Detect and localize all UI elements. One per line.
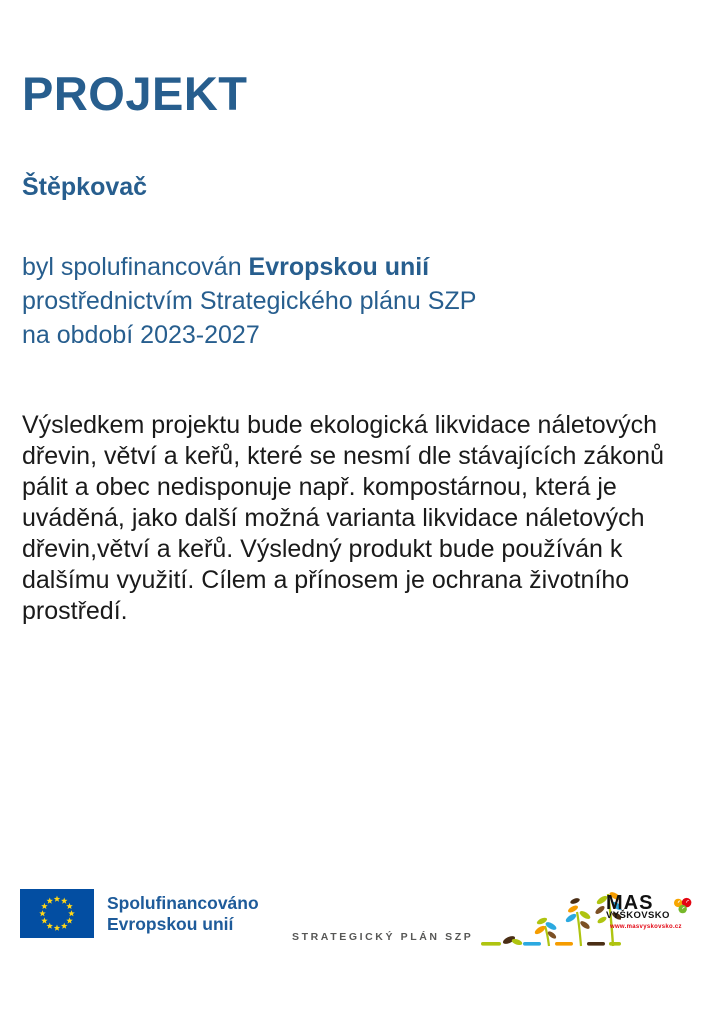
eu-cofunding-logo <box>20 889 259 938</box>
eu-cofunding-line1: Spolufinancováno <box>107 892 259 913</box>
page-title: PROJEKT <box>22 67 248 120</box>
szp-label: STRATEGICKÝ PLÁN SZP <box>292 931 474 943</box>
logo-strip <box>0 880 724 970</box>
funding-text-normal: byl spolufinancován <box>22 253 249 281</box>
mas-circles-icon <box>672 892 692 920</box>
funding-line2: prostřednictvím Strategického plánu SZP <box>22 287 477 315</box>
project-description: Výsledkem projektu bude ekologická likvidace náletových dřevin, větví a keřů, které se nesmí dle stávajících zákonů pálit a obec nedisponuje např. kompostárnou, která je uváděná, jako další možná varianta likvidace náletových dřevin,větví a keřů. Výsledný produkt bude používán k dalšímu využití. Cílem a přínosem je ochrana životního prostředí. <box>22 411 664 625</box>
mas-region: VYŠKOVSKO <box>606 910 670 921</box>
project-name: Štěpkovač <box>22 173 148 201</box>
funding-line3: na období 2023-2027 <box>22 321 260 349</box>
szp-logo <box>292 888 621 950</box>
eu-cofunding-line2: Evropskou unií <box>107 913 234 934</box>
eu-flag-icon <box>20 889 94 938</box>
mas-name: MAS <box>606 892 654 914</box>
funding-statement <box>22 250 476 352</box>
szp-plants-icon <box>481 888 621 950</box>
eu-cofunding-label <box>107 893 259 935</box>
funding-text-bold: Evropskou unií <box>248 253 430 281</box>
mas-website-url: www.masvyskovsko.cz <box>610 924 682 930</box>
mas-vyskovsko-logo <box>606 893 692 930</box>
